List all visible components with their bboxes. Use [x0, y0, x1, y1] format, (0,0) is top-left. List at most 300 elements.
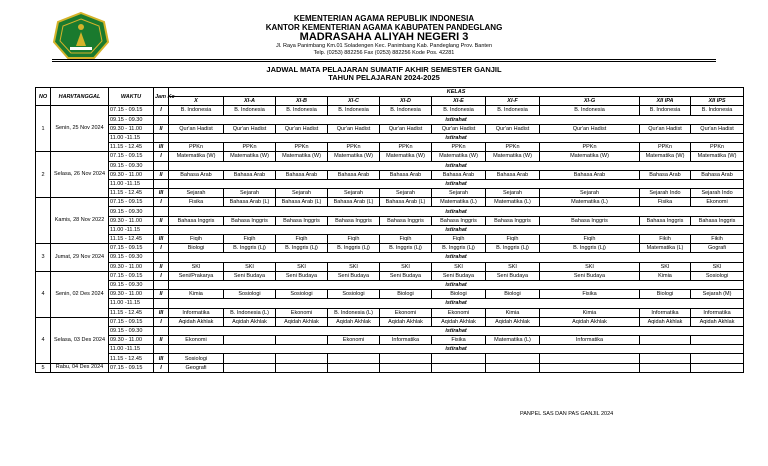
time-cell: 09.30 - 11.00 — [109, 170, 154, 179]
subject-cell: Sejarah — [224, 189, 276, 198]
subject-cell: Qur'an Hadist — [328, 124, 380, 133]
subject-cell: Ekonomi — [380, 308, 432, 317]
subject-cell: SKI — [224, 262, 276, 271]
school-address: Jl. Raya Panimbang Km.01 Soladengen Kec. Panimbang Kab. Pandeglang Prov. Banten — [275, 43, 493, 49]
session-cell — [154, 207, 169, 216]
subject-cell — [640, 336, 691, 345]
subject-cell: B. Inggris (Lj) — [432, 244, 486, 253]
break-cell: istirahat — [169, 280, 744, 289]
subject-cell: Fikih — [640, 235, 691, 244]
subject-cell: Seni/Prakarya — [169, 271, 224, 280]
subject-cell: B. Indonesia — [640, 106, 691, 115]
subject-cell: B. Inggris (Lj) — [276, 244, 328, 253]
session-cell — [154, 133, 169, 142]
subject-cell: Bahasa Arab — [640, 170, 691, 179]
subject-cell: SKI — [691, 262, 744, 271]
exam-schedule-table — [35, 87, 744, 373]
subject-cell — [224, 354, 276, 363]
schedule-year: TAHUN PELAJARAN 2024-2025 — [328, 73, 440, 82]
subject-cell: Bahasa Inggris — [328, 216, 380, 225]
subject-cell: SKI — [169, 262, 224, 271]
session-cell: II — [154, 216, 169, 225]
subject-cell: Sejarah — [328, 189, 380, 198]
session-cell — [154, 225, 169, 234]
subject-cell: Bahasa Inggris — [486, 216, 540, 225]
session-cell: II — [154, 124, 169, 133]
subject-cell: Bahasa Inggris — [640, 216, 691, 225]
time-cell: 11.15 - 12.45 — [109, 308, 154, 317]
subject-cell: Sejarah Indo — [640, 189, 691, 198]
subject-cell: Aqidah Akhlak — [540, 317, 640, 326]
subject-cell — [328, 363, 380, 372]
subject-cell — [380, 354, 432, 363]
session-cell: I — [154, 152, 169, 161]
break-cell: istirahat — [169, 179, 744, 188]
subject-cell: Matematika (W) — [540, 152, 640, 161]
header-no: NO — [36, 88, 51, 106]
subject-cell: Bahasa Arab — [169, 170, 224, 179]
subject-cell: Seni Budaya — [224, 271, 276, 280]
subject-cell — [276, 354, 328, 363]
header-class: XII IPA — [640, 97, 691, 106]
time-cell: 09.30 - 11.00 — [109, 216, 154, 225]
table-row — [36, 262, 744, 271]
subject-cell: B. Indonesia — [691, 106, 744, 115]
subject-cell — [486, 363, 540, 372]
session-cell: III — [154, 354, 169, 363]
subject-cell: Bahasa Inggris — [276, 216, 328, 225]
table-row — [36, 133, 744, 142]
table-row — [36, 189, 744, 198]
subject-cell: Qur'an Hadist — [432, 124, 486, 133]
subject-cell: Seni Budaya — [276, 271, 328, 280]
subject-cell: Fisika — [640, 198, 691, 207]
subject-cell — [432, 363, 486, 372]
subject-cell: Sejarah — [276, 189, 328, 198]
session-cell — [154, 345, 169, 354]
table-row — [36, 106, 744, 115]
subject-cell — [224, 363, 276, 372]
table-row — [36, 235, 744, 244]
break-cell: istirahat — [169, 133, 744, 142]
subject-cell: Bahasa Inggris — [169, 216, 224, 225]
ministry-title: KEMENTERIAN AGAMA REPUBLIK INDONESIA — [293, 14, 475, 23]
header-classes: KELAS — [169, 88, 744, 97]
row-number: 1 — [36, 106, 51, 152]
time-cell: 09.30 - 11.00 — [109, 262, 154, 271]
office-title: KANTOR KEMENTERIAN AGAMA KABUPATEN PANDEGLANG — [265, 23, 503, 32]
table-row — [36, 308, 744, 317]
subject-cell: B. Indonesia — [486, 106, 540, 115]
subject-cell: Bahasa Arab (L) — [224, 198, 276, 207]
header-class: X — [169, 97, 224, 106]
subject-cell: PPKn — [276, 143, 328, 152]
row-day-date: Kamis, 28 Nov 2022 — [51, 198, 109, 244]
table-row — [36, 152, 744, 161]
subject-cell: PPKn — [380, 143, 432, 152]
time-cell: 09.15 - 09.30 — [109, 115, 154, 124]
subject-cell: Qur'an Hadist — [169, 124, 224, 133]
subject-cell — [224, 336, 276, 345]
subject-cell: Seni Budaya — [328, 271, 380, 280]
table-row — [36, 170, 744, 179]
time-cell: 09.15 - 09.30 — [109, 161, 154, 170]
subject-cell: Qur'an Hadist — [640, 124, 691, 133]
subject-cell: Matematika (W) — [169, 152, 224, 161]
session-cell: II — [154, 262, 169, 271]
header-class: XI-E — [432, 97, 486, 106]
subject-cell: Informatika — [380, 336, 432, 345]
subject-cell: SKI — [328, 262, 380, 271]
header-class: XI-G — [540, 97, 640, 106]
subject-cell: Ekonomi — [691, 198, 744, 207]
subject-cell: B. Indonesia — [328, 106, 380, 115]
row-day-date: Senin, 25 Nov 2024 — [51, 106, 109, 152]
break-cell: istirahat — [169, 299, 744, 308]
table-row — [36, 299, 744, 308]
subject-cell: Qur'an Hadist — [486, 124, 540, 133]
subject-cell: B. Inggris (Lj) — [486, 244, 540, 253]
subject-cell: B. Inggris (Lj) — [224, 244, 276, 253]
subject-cell: Qur'an Hadist — [540, 124, 640, 133]
subject-cell: Bahasa Inggris — [380, 216, 432, 225]
subject-cell: Seni Budaya — [432, 271, 486, 280]
subject-cell: Aqidah Akhlak — [169, 317, 224, 326]
subject-cell — [432, 354, 486, 363]
subject-cell: Sosiologi — [276, 290, 328, 299]
subject-cell: Bahasa Arab — [328, 170, 380, 179]
subject-cell: Bahasa Inggris — [540, 216, 640, 225]
header-class: XI-D — [380, 97, 432, 106]
subject-cell: Matematika (L) — [432, 198, 486, 207]
subject-cell: Fikih — [691, 235, 744, 244]
table-row — [36, 161, 744, 170]
table-row — [36, 244, 744, 253]
session-cell: I — [154, 244, 169, 253]
table-row — [36, 115, 744, 124]
subject-cell: B. Indonesia (L) — [224, 308, 276, 317]
subject-cell: Qur'an Hadist — [224, 124, 276, 133]
session-cell: II — [154, 336, 169, 345]
subject-cell: PPKn — [328, 143, 380, 152]
subject-cell: Aqidah Akhlak — [486, 317, 540, 326]
subject-cell: Biologi — [432, 290, 486, 299]
subject-cell: Bahasa Arab — [691, 170, 744, 179]
row-number: 2 — [36, 152, 51, 198]
subject-cell — [540, 354, 640, 363]
time-cell: 11.15 - 12.45 — [109, 189, 154, 198]
table-row — [36, 271, 744, 280]
subject-cell: PPKn — [432, 143, 486, 152]
row-day-date: Jumat, 29 Nov 2024 — [51, 244, 109, 272]
subject-cell: Ekonomi — [432, 308, 486, 317]
header-rule — [52, 59, 716, 60]
subject-cell: Kimia — [540, 308, 640, 317]
subject-cell: B. Inggris (Lj) — [328, 244, 380, 253]
time-cell: 11.15 - 12.45 — [109, 235, 154, 244]
subject-cell: SKI — [380, 262, 432, 271]
time-cell: 11.00 -11.15 — [109, 179, 154, 188]
subject-cell: Ekonomi — [169, 336, 224, 345]
header-day-date: HARI/TANGGAL — [51, 88, 109, 106]
subject-cell: Ekonomi — [276, 308, 328, 317]
subject-cell: Sejarah Indo — [691, 189, 744, 198]
table-row — [36, 198, 744, 207]
subject-cell: Biologi — [486, 290, 540, 299]
time-cell: 11.15 - 12.45 — [109, 143, 154, 152]
time-cell: 09.15 - 09.30 — [109, 280, 154, 289]
table-row — [36, 216, 744, 225]
subject-cell: Qur'an Hadist — [276, 124, 328, 133]
subject-cell: B. Inggris (Lj) — [380, 244, 432, 253]
time-cell: 07.15 - 09.15 — [109, 106, 154, 115]
row-number: 5 — [36, 363, 51, 372]
break-cell: istirahat — [169, 161, 744, 170]
subject-cell: PPKn — [224, 143, 276, 152]
session-cell — [154, 115, 169, 124]
subject-cell: Matematika (W) — [432, 152, 486, 161]
time-cell: 07.15 - 09.15 — [109, 198, 154, 207]
subject-cell: Fiqih — [224, 235, 276, 244]
subject-cell: Fiqih — [432, 235, 486, 244]
subject-cell: Fisika — [169, 198, 224, 207]
subject-cell: Sejarah (M) — [691, 290, 744, 299]
subject-cell: PPKn — [169, 143, 224, 152]
header-class: XI-A — [224, 97, 276, 106]
session-cell: I — [154, 363, 169, 372]
schedule-title: JADWAL MATA PELAJARAN SUMATIF AKHIR SEMESTER GANJIL — [266, 65, 502, 74]
subject-cell: Seni Budaya — [540, 271, 640, 280]
subject-cell: Sosiologi — [691, 271, 744, 280]
time-cell: 09.30 - 11.00 — [109, 290, 154, 299]
subject-cell: Informatika — [169, 308, 224, 317]
table-row — [36, 225, 744, 234]
header-session: Jam Ke — [154, 88, 169, 106]
subject-cell: Fiqih — [486, 235, 540, 244]
subject-cell: Bahasa Arab — [432, 170, 486, 179]
session-cell: III — [154, 143, 169, 152]
subject-cell — [691, 363, 744, 372]
subject-cell: B. Inggris (Lj) — [540, 244, 640, 253]
subject-cell: B. Indonesia — [169, 106, 224, 115]
subject-cell — [640, 354, 691, 363]
subject-cell — [691, 354, 744, 363]
subject-cell: Matematika (W) — [486, 152, 540, 161]
subject-cell: Gografi — [691, 244, 744, 253]
table-row — [36, 179, 744, 188]
subject-cell: Bahasa Arab — [540, 170, 640, 179]
time-cell: 11.00 -11.15 — [109, 225, 154, 234]
subject-cell — [486, 354, 540, 363]
subject-cell — [328, 354, 380, 363]
break-cell: istirahat — [169, 115, 744, 124]
subject-cell: SKI — [432, 262, 486, 271]
subject-cell: Aqidah Akhlak — [328, 317, 380, 326]
school-phone: Telp. (0253) 882256 Fax (0253) 882256 Kode Pos. 42281 — [313, 50, 455, 56]
subject-cell: Matematika (L) — [540, 198, 640, 207]
subject-cell: Kimia — [169, 290, 224, 299]
session-cell — [154, 253, 169, 262]
subject-cell: Aqidah Akhlak — [224, 317, 276, 326]
subject-cell — [276, 363, 328, 372]
subject-cell: Bahasa Arab (L) — [276, 198, 328, 207]
subject-cell: PPKn — [691, 143, 744, 152]
header-rule-thin — [52, 61, 716, 62]
session-cell — [154, 161, 169, 170]
time-cell: 07.15 - 09.15 — [109, 244, 154, 253]
subject-cell: PPKn — [540, 143, 640, 152]
session-cell — [154, 280, 169, 289]
row-day-date: Senin, 02 Des 2024 — [51, 271, 109, 317]
subject-cell: SKI — [276, 262, 328, 271]
subject-cell: B. Indonesia — [380, 106, 432, 115]
table-row — [36, 326, 744, 335]
break-cell: istirahat — [169, 207, 744, 216]
subject-cell: Sejarah — [432, 189, 486, 198]
subject-cell: SKI — [486, 262, 540, 271]
subject-cell: Qur'an Hadist — [691, 124, 744, 133]
subject-cell: Aqidah Akhlak — [380, 317, 432, 326]
footer-signature: PANPEL SAS DAN PAS GANJIL 2024 — [520, 411, 614, 417]
subject-cell: Kimia — [486, 308, 540, 317]
table-row — [36, 253, 744, 262]
header-class: XII IPS — [691, 97, 744, 106]
subject-cell: Matematika (W) — [691, 152, 744, 161]
subject-cell: Matematika (W) — [224, 152, 276, 161]
subject-cell: Biologi — [380, 290, 432, 299]
subject-cell: Bahasa Arab — [224, 170, 276, 179]
subject-cell: B. Indonesia — [540, 106, 640, 115]
school-name: MADRASAHA ALIYAH NEGERI 3 — [299, 31, 469, 43]
subject-cell: SKI — [640, 262, 691, 271]
subject-cell: Fisika — [432, 336, 486, 345]
time-cell: 07.15 - 09.15 — [109, 271, 154, 280]
subject-cell — [691, 336, 744, 345]
table-row — [36, 207, 744, 216]
subject-cell: Bahasa Arab — [486, 170, 540, 179]
table-row — [36, 336, 744, 345]
subject-cell: Ekonomi — [328, 336, 380, 345]
subject-cell: B. Indonesia — [276, 106, 328, 115]
subject-cell: Matematika (W) — [380, 152, 432, 161]
table-row — [36, 317, 744, 326]
time-cell: 11.00 -11.15 — [109, 133, 154, 142]
row-day-date: Rabu, 04 Des 2024 — [51, 363, 109, 372]
break-cell: istirahat — [169, 225, 744, 234]
time-cell: 11.15 - 12.45 — [109, 354, 154, 363]
table-row — [36, 124, 744, 133]
subject-cell: Sejarah — [486, 189, 540, 198]
row-day-date: Selasa, 03 Des 2024 — [51, 317, 109, 363]
subject-cell: Seni Budaya — [486, 271, 540, 280]
table-row — [36, 363, 744, 372]
subject-cell: Aqidah Akhlak — [276, 317, 328, 326]
table-row — [36, 290, 744, 299]
time-cell: 09.30 - 11.00 — [109, 124, 154, 133]
subject-cell: Matematika (W) — [328, 152, 380, 161]
subject-cell: Sosiologi — [328, 290, 380, 299]
time-cell: 09.15 - 09.30 — [109, 253, 154, 262]
subject-cell: Biologi — [640, 290, 691, 299]
subject-cell: Matematika (L) — [486, 198, 540, 207]
session-cell: I — [154, 198, 169, 207]
row-number — [36, 198, 51, 244]
subject-cell: Bahasa Inggris — [691, 216, 744, 225]
subject-cell: Aqidah Akhlak — [691, 317, 744, 326]
header-class: XI-B — [276, 97, 328, 106]
subject-cell: Sosiologi — [169, 354, 224, 363]
subject-cell: Sejarah — [540, 189, 640, 198]
session-cell: II — [154, 170, 169, 179]
subject-cell: B. Indonesia — [432, 106, 486, 115]
subject-cell: Seni Budaya — [380, 271, 432, 280]
time-cell: 07.15 - 09.15 — [109, 363, 154, 372]
time-cell: 11.00 -11.15 — [109, 299, 154, 308]
table-row — [36, 280, 744, 289]
break-cell: istirahat — [169, 326, 744, 335]
time-cell: 09.15 - 09.30 — [109, 326, 154, 335]
subject-cell: Informatika — [691, 308, 744, 317]
subject-cell: Aqidah Akhlak — [640, 317, 691, 326]
header-time: WAKTU — [109, 88, 154, 106]
session-cell: I — [154, 271, 169, 280]
subject-cell — [380, 363, 432, 372]
session-cell: I — [154, 106, 169, 115]
session-cell — [154, 299, 169, 308]
session-cell: I — [154, 317, 169, 326]
subject-cell: Matematika (W) — [276, 152, 328, 161]
subject-cell: Kimia — [640, 271, 691, 280]
time-cell: 07.15 - 09.15 — [109, 317, 154, 326]
table-row — [36, 345, 744, 354]
break-cell: istirahat — [169, 253, 744, 262]
header-class: XI-C — [328, 97, 380, 106]
subject-cell: Biologi — [169, 244, 224, 253]
session-cell: III — [154, 308, 169, 317]
subject-cell: Fisika — [540, 290, 640, 299]
time-cell: 07.15 - 09.15 — [109, 152, 154, 161]
subject-cell — [640, 363, 691, 372]
subject-cell: Fiqih — [380, 235, 432, 244]
subject-cell: Informatika — [540, 336, 640, 345]
subject-cell: PPKn — [640, 143, 691, 152]
time-cell: 09.15 - 09.30 — [109, 207, 154, 216]
subject-cell: B. Indonesia (L) — [328, 308, 380, 317]
subject-cell: Sejarah — [380, 189, 432, 198]
break-cell: istirahat — [169, 345, 744, 354]
time-cell: 11.00 -11.15 — [109, 345, 154, 354]
subject-cell: Qur'an Hadist — [380, 124, 432, 133]
row-number: 4 — [36, 317, 51, 363]
session-cell — [154, 326, 169, 335]
session-cell: III — [154, 235, 169, 244]
row-day-date: Selasa, 26 Nov 2024 — [51, 152, 109, 198]
subject-cell: Matematika (W) — [640, 152, 691, 161]
subject-cell: Fiqih — [540, 235, 640, 244]
subject-cell: Fiqih — [328, 235, 380, 244]
subject-cell: Bahasa Inggris — [432, 216, 486, 225]
subject-cell: Matematika (L) — [486, 336, 540, 345]
subject-cell: Bahasa Arab — [276, 170, 328, 179]
session-cell: III — [154, 189, 169, 198]
session-cell: II — [154, 290, 169, 299]
subject-cell: Matematika (L) — [640, 244, 691, 253]
subject-cell: Bahasa Inggris — [224, 216, 276, 225]
subject-cell — [276, 336, 328, 345]
subject-cell: Aqidah Akhlak — [432, 317, 486, 326]
time-cell: 09.30 - 11.00 — [109, 336, 154, 345]
subject-cell: Sejarah — [169, 189, 224, 198]
